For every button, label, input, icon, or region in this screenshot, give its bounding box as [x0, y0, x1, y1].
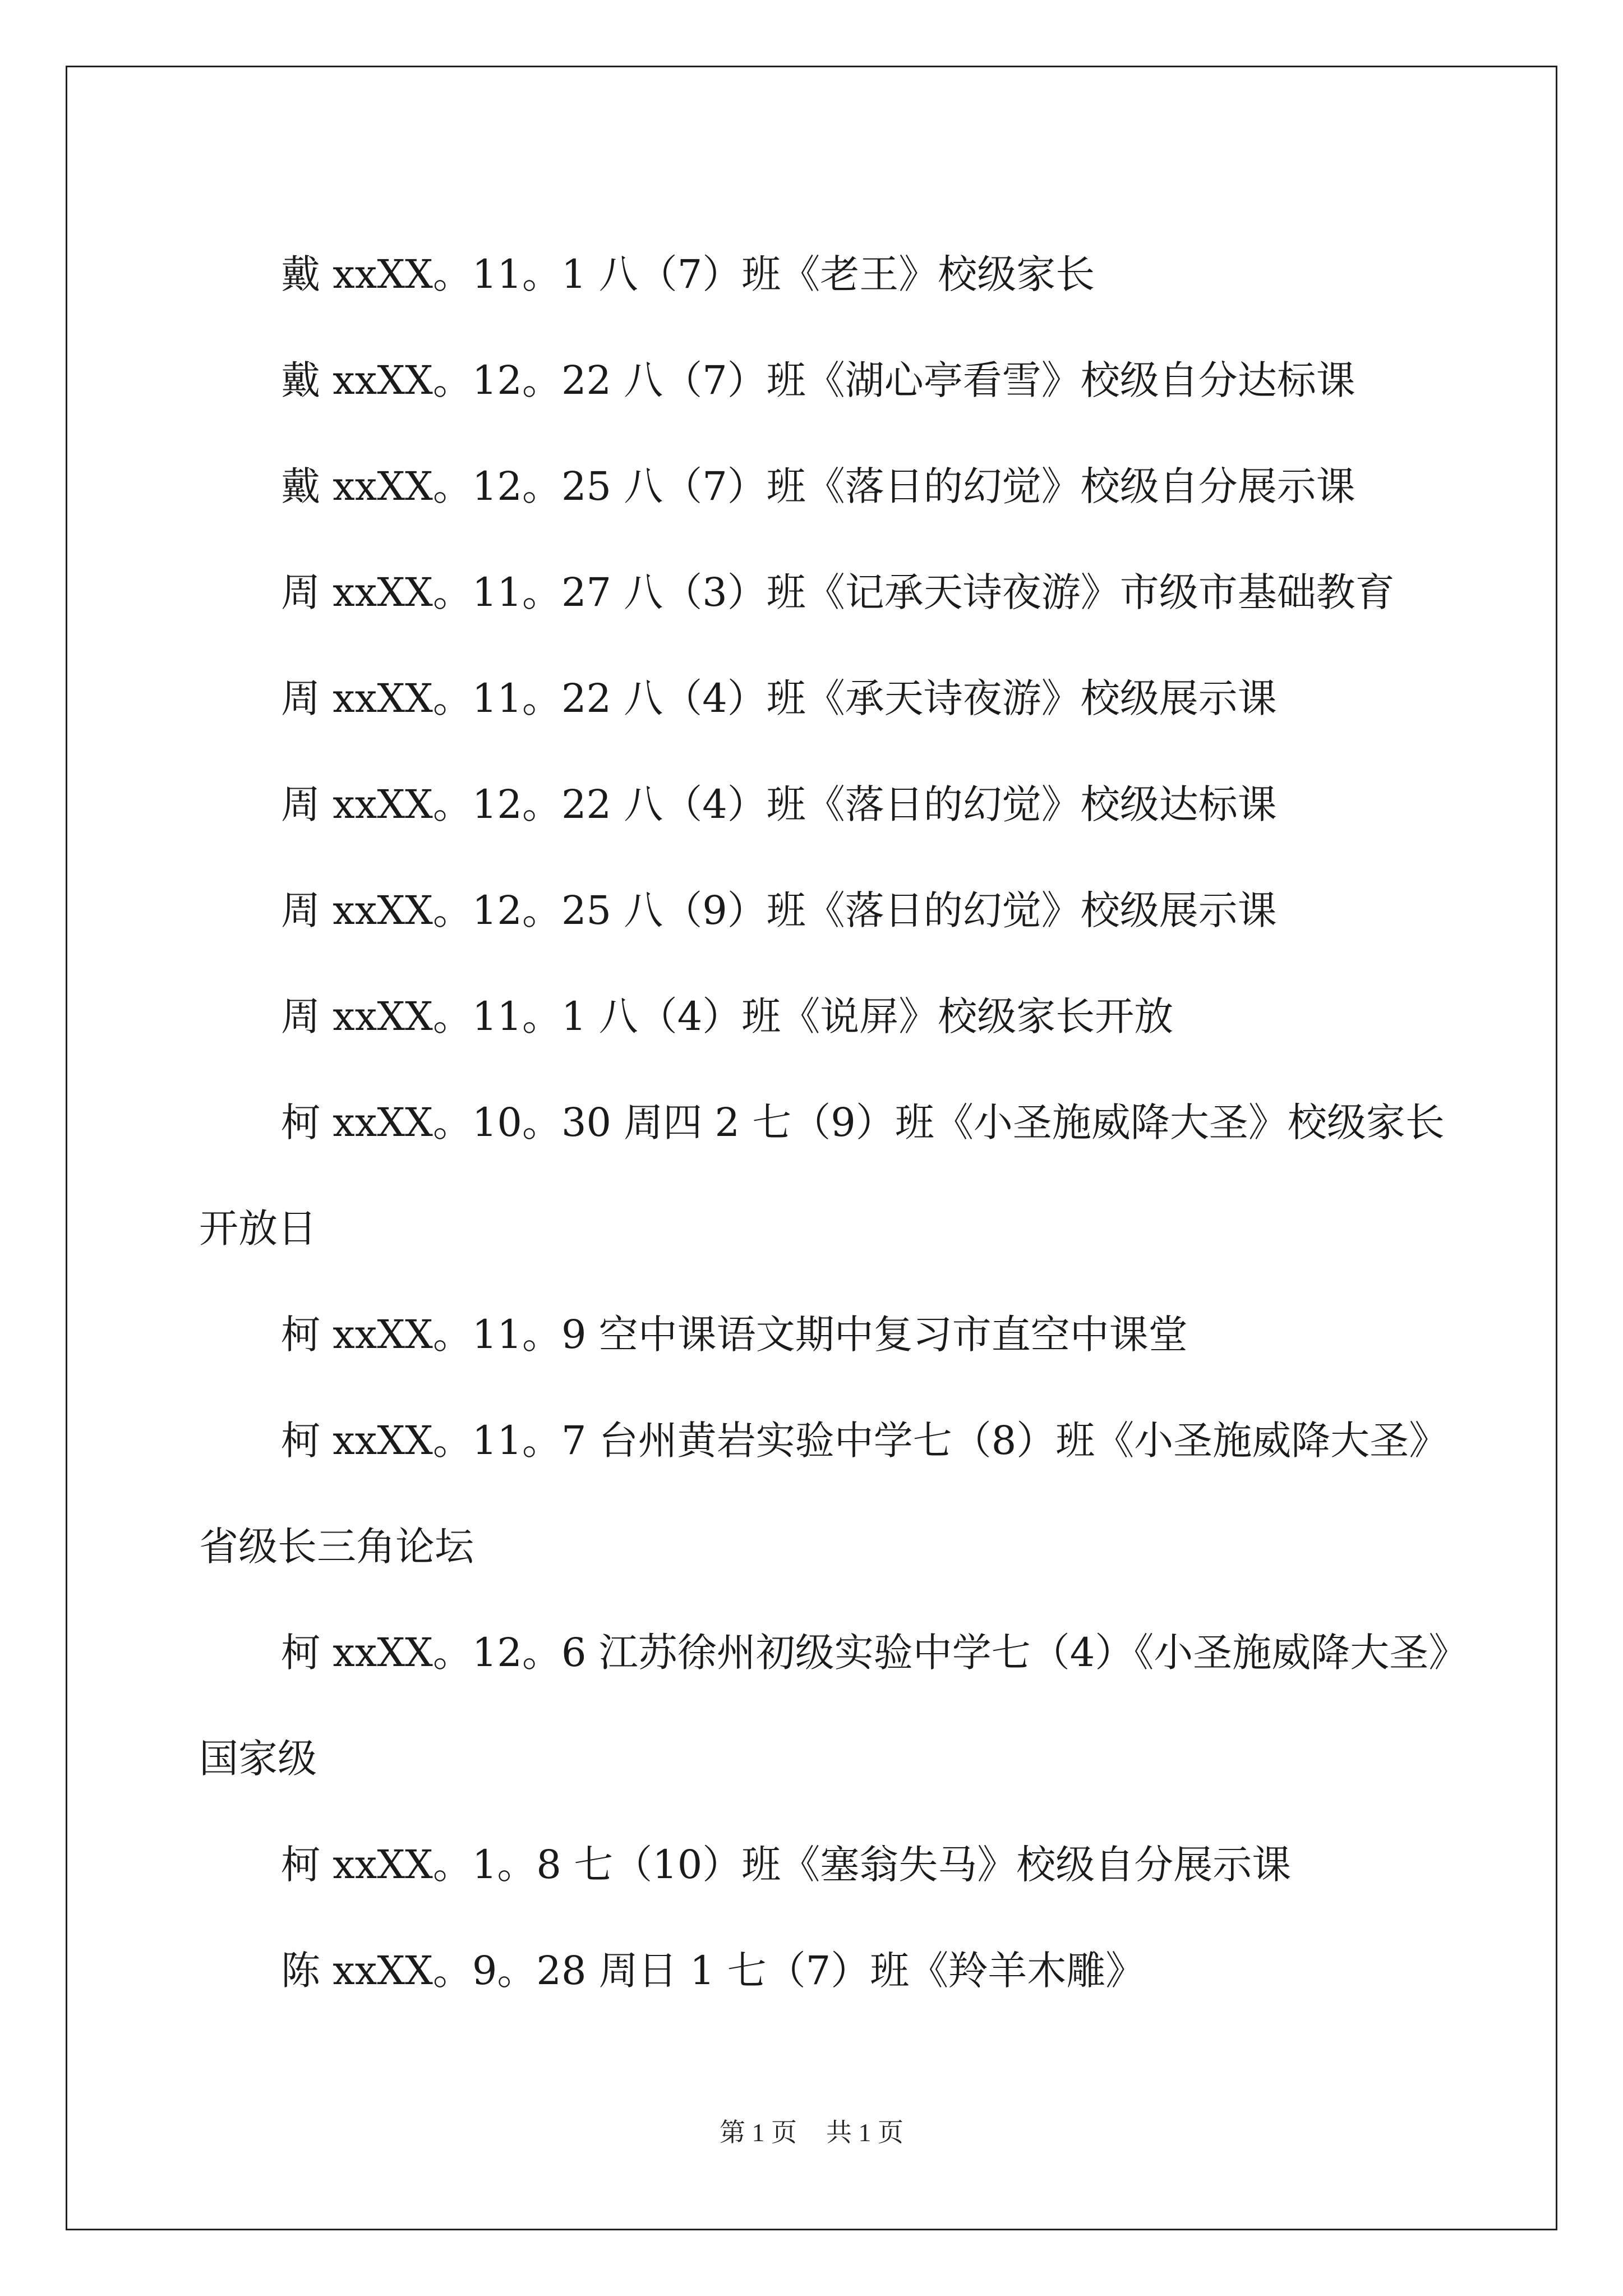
text-line: 周 xxXX。11。1 八（4）班《说屏》校级家长开放	[281, 993, 1174, 1039]
page-total: 共 1 页	[826, 2118, 903, 2147]
text-line: 戴 xxXX。11。1 八（7）班《老王》校级家长	[281, 251, 1095, 297]
text-line: 陈 xxXX。9。28 周日 1 七（7）班《羚羊木雕》	[281, 1948, 1145, 1994]
text-line-continuation: 省级长三角论坛	[199, 1524, 474, 1570]
text-line: 周 xxXX。12。25 八（9）班《落日的幻觉》校级展示课	[281, 887, 1277, 933]
text-line: 柯 xxXX。12。6 江苏徐州初级实验中学七（4）《小圣施威降大圣》	[281, 1630, 1468, 1676]
text-line: 周 xxXX。11。22 八（4）班《承天诗夜游》校级展示课	[281, 675, 1277, 721]
text-line: 周 xxXX。12。22 八（4）班《落日的幻觉》校级达标课	[281, 781, 1277, 827]
text-line: 柯 xxXX。11。9 空中课语文期中复习市直空中课堂	[281, 1312, 1188, 1358]
text-line: 柯 xxXX。11。7 台州黄岩实验中学七（8）班《小圣施威降大圣》	[281, 1418, 1449, 1464]
text-line: 周 xxXX。11。27 八（3）班《记承天诗夜游》市级市基础教育	[281, 569, 1395, 615]
page-number: 第 1 页	[720, 2118, 797, 2147]
document-body	[199, 222, 1472, 2024]
text-line-continuation: 开放日	[199, 1205, 317, 1251]
page-footer	[0, 2112, 1623, 2149]
text-line: 柯 xxXX。10。30 周四 2 七（9）班《小圣施威降大圣》校级家长	[281, 1099, 1445, 1145]
text-line: 戴 xxXX。12。25 八（7）班《落日的幻觉》校级自分展示课	[281, 463, 1355, 509]
text-line: 柯 xxXX。1。8 七（10）班《塞翁失马》校级自分展示课	[281, 1842, 1292, 1888]
text-line: 戴 xxXX。12。22 八（7）班《湖心亭看雪》校级自分达标课	[281, 357, 1355, 403]
text-line-continuation: 国家级	[199, 1736, 317, 1782]
